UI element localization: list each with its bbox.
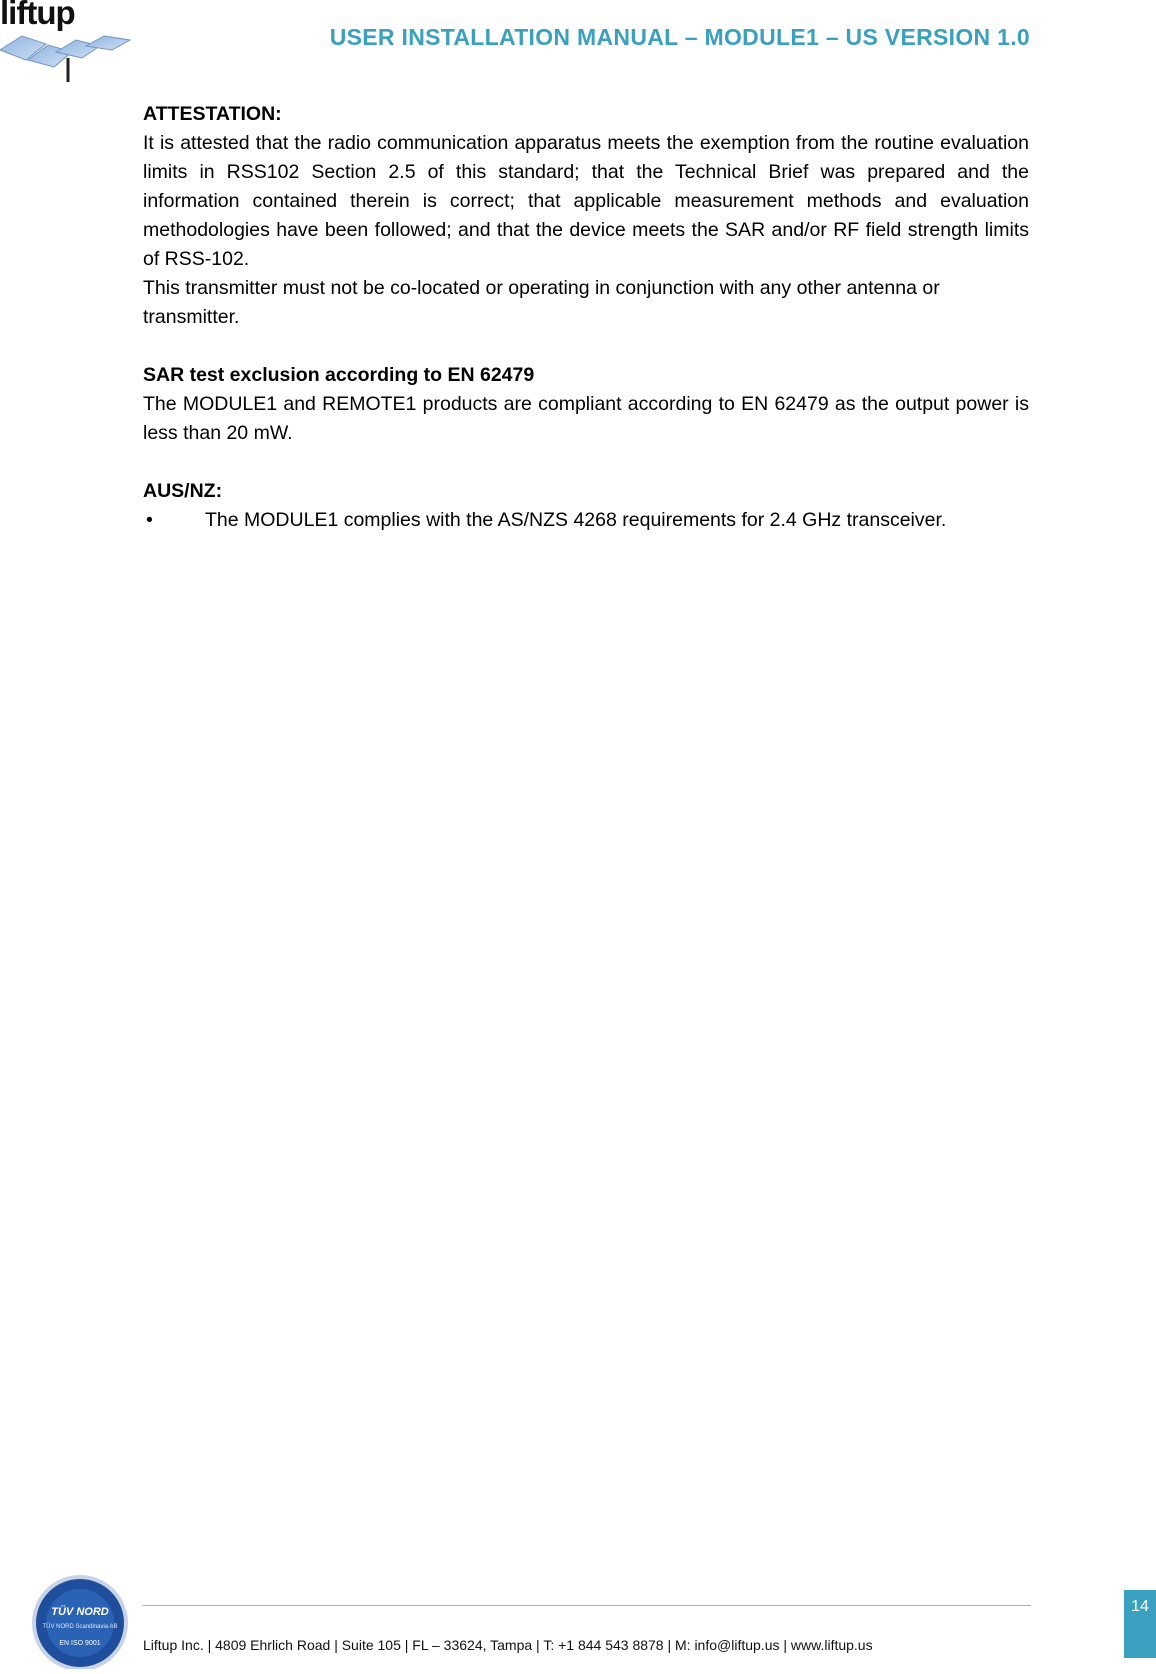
attestation-heading: ATTESTATION: [143,103,282,125]
logo-wordmark: liftup [0,0,75,31]
document-title: USER INSTALLATION MANUAL – MODULE1 – US VERSION 1.0 [329,24,1030,50]
page-number: 14 [1124,1590,1156,1658]
liftup-logo [0,0,135,85]
list-item-text: The MODULE1 complies with the AS/NZS 4268 requirements for 2.4 GHz transceiver. [205,509,947,531]
tuv-nord-seal [28,1571,132,1669]
bullet-icon: • [146,509,153,531]
seal-brand: TÜV NORD [51,1606,109,1618]
attestation-paragraph: It is attested that the radio communication apparatus meets the exemption from the routine evaluation limits in RSS102 Section 2.5 of this standard; that the Technical Brief was prepared and the information contained therein is correct; that applicable measurement methods and evaluation methodologies have been followed; and that the device meets the SAR and/or RF field strength limits of RSS-102. [143,132,1029,270]
footer-contact: Liftup Inc. | 4809 Ehrlich Road | Suite 105 | FL – 33624, Tampa | T: +1 844 543 8878 | M: info@liftup.us | www.liftup.us [143,1637,873,1653]
sar-paragraph: The MODULE1 and REMOTE1 products are compliant according to EN 62479 as the output power is less than 20 mW. [143,393,1029,444]
colocation-paragraph: This transmitter must not be co-located or operating in conjunction with any other antenna or transmitter. [143,277,940,328]
sar-heading: SAR test exclusion according to EN 62479 [143,364,535,386]
list-item [143,506,1029,535]
footer-divider [143,1605,1031,1606]
ausnz-heading: AUS/NZ: [143,480,223,502]
seal-subtitle: TÜV NORD Scandinavia AB [42,1624,118,1630]
seal-standard: EN ISO 9001 [59,1640,101,1647]
document-body [143,100,1029,535]
